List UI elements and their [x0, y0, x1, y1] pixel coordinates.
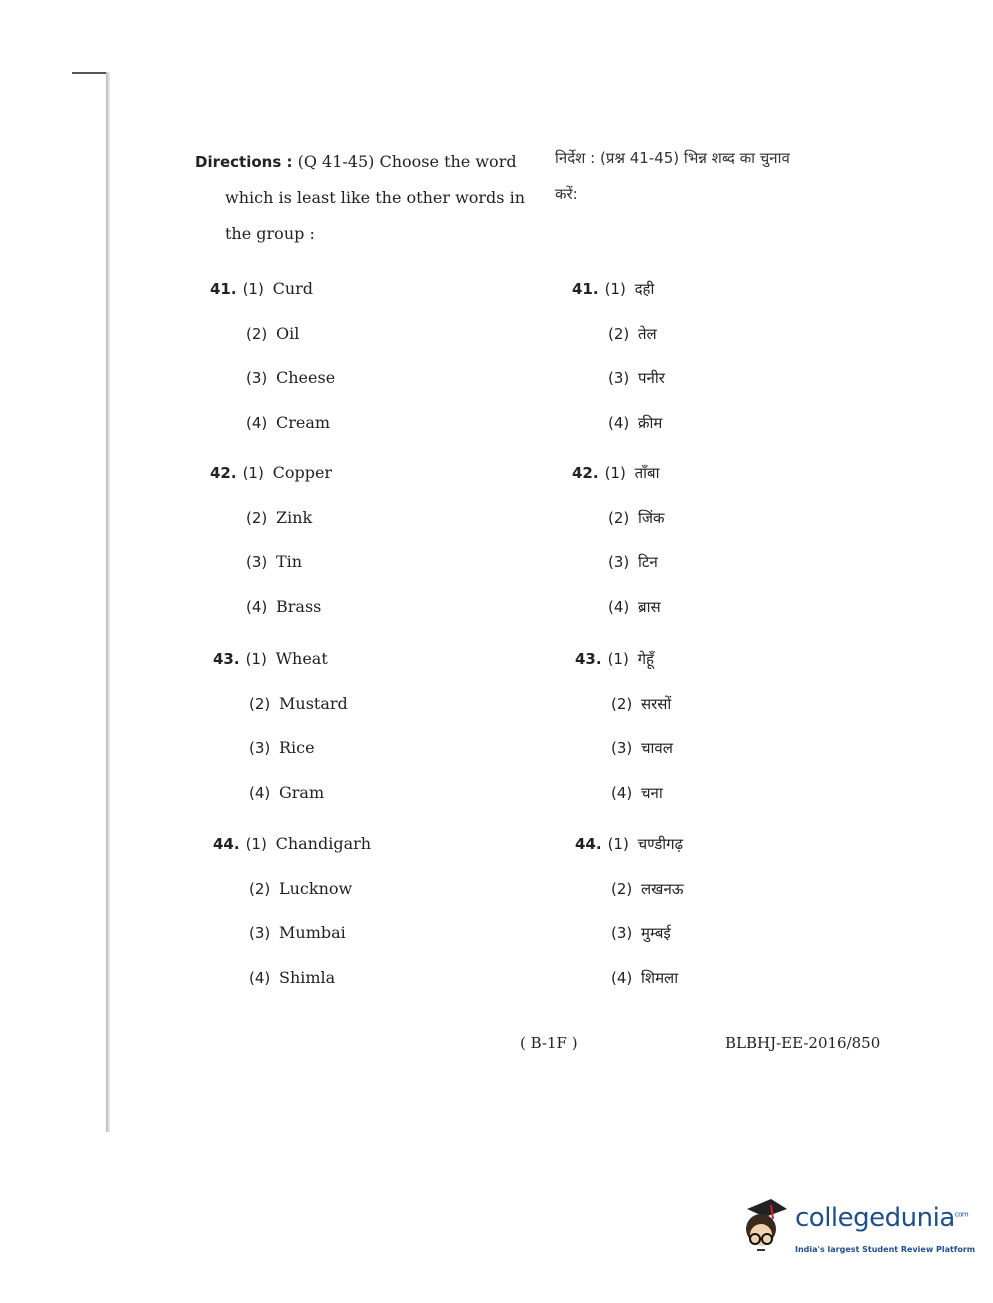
- question-number: 42.: [210, 464, 237, 482]
- option-number: (3): [249, 739, 271, 757]
- directions-hindi-line1: निर्देश : (प्रश्न 41-45) भिन्न शब्द का चुनाव: [555, 149, 790, 167]
- question-number: 43.: [213, 650, 240, 668]
- option-text: Mumbai: [279, 923, 346, 942]
- option-number: (4): [611, 968, 633, 987]
- option-text: पनीर: [638, 369, 665, 387]
- option-row: [213, 834, 371, 853]
- binding-edge: [106, 72, 110, 1132]
- option-row: [249, 694, 348, 713]
- option-text: ब्रास: [638, 597, 661, 616]
- option-number: (2): [246, 508, 268, 527]
- option-text: Chandigarh: [275, 834, 372, 853]
- option-number: (3): [611, 739, 633, 757]
- option-number: (3): [611, 924, 633, 942]
- option-row: [249, 879, 352, 898]
- option-row: [611, 968, 678, 988]
- option-number: (2): [611, 879, 633, 898]
- logo-domain: com: [954, 1210, 969, 1219]
- option-row: [608, 597, 661, 617]
- option-number: (4): [249, 783, 271, 802]
- option-row: [210, 463, 332, 482]
- option-text: ताँबा: [634, 464, 660, 482]
- option-text: Rice: [279, 738, 315, 757]
- question-number: 43.: [575, 650, 602, 668]
- collegedunia-logo: [735, 1195, 976, 1265]
- option-row: [210, 279, 313, 298]
- option-text: Wheat: [275, 649, 328, 668]
- option-row: [608, 552, 658, 572]
- option-row: [249, 783, 324, 802]
- directions-line3: the group :: [225, 224, 315, 243]
- option-text: जिंक: [638, 508, 665, 527]
- option-number: (2): [246, 324, 268, 343]
- option-number: (1): [242, 280, 264, 298]
- option-text: मुम्बई: [641, 924, 671, 942]
- option-text: चावल: [641, 739, 673, 757]
- option-number: (2): [611, 694, 633, 713]
- option-row: [611, 738, 673, 758]
- option-text: Tin: [276, 552, 303, 571]
- option-number: (2): [608, 508, 630, 527]
- option-text: सरसों: [641, 694, 672, 713]
- option-text: तेल: [638, 324, 657, 343]
- option-text: चना: [641, 783, 663, 802]
- option-row: [246, 324, 299, 343]
- option-number: (3): [249, 924, 271, 942]
- option-number: (4): [608, 597, 630, 616]
- option-row: [249, 923, 346, 942]
- option-row: [213, 649, 328, 668]
- option-text: गेहूँ: [637, 650, 654, 668]
- option-number: (4): [249, 968, 271, 987]
- option-text: Curd: [272, 279, 314, 298]
- option-row: [572, 279, 654, 299]
- option-row: [246, 413, 330, 432]
- option-row: [246, 368, 335, 387]
- option-number: (1): [245, 650, 267, 668]
- question-number: 41.: [210, 280, 237, 298]
- option-number: (2): [249, 694, 271, 713]
- option-number: (1): [604, 464, 626, 482]
- option-text: लखनऊ: [641, 879, 684, 898]
- option-number: (3): [246, 369, 268, 387]
- option-number: (4): [246, 597, 268, 616]
- option-text: Gram: [279, 782, 325, 802]
- option-text: चण्डीगढ़: [637, 835, 684, 853]
- option-row: [608, 324, 657, 344]
- option-number: (1): [607, 835, 629, 853]
- option-number: (4): [611, 783, 633, 802]
- option-row: [608, 413, 662, 433]
- option-row: [611, 923, 671, 943]
- question-number: 44.: [575, 835, 602, 853]
- page-code: ( B-1F ): [520, 1034, 578, 1052]
- option-number: (2): [608, 324, 630, 343]
- directions-line2: which is least like the other words in: [225, 188, 526, 207]
- option-text: Lucknow: [279, 878, 353, 898]
- option-row: [572, 463, 659, 483]
- option-number: (1): [245, 835, 267, 853]
- option-row: [611, 879, 684, 899]
- directions-hindi: [555, 140, 885, 212]
- option-number: (2): [249, 879, 271, 898]
- option-text: Shimla: [279, 967, 336, 987]
- option-text: क्रीम: [638, 413, 663, 432]
- binding-mark: [72, 72, 108, 74]
- option-text: Brass: [276, 596, 322, 616]
- option-text: Copper: [272, 463, 333, 482]
- option-row: [575, 649, 654, 669]
- directions-label: Directions :: [195, 153, 293, 171]
- option-number: (1): [607, 650, 629, 668]
- option-number: (4): [608, 413, 630, 432]
- directions-line1: (Q 41-45) Choose the word: [297, 152, 517, 171]
- option-row: [611, 694, 671, 714]
- directions-hindi-line2: करें:: [555, 185, 578, 203]
- option-text: Zink: [276, 507, 313, 527]
- option-text: टिन: [638, 553, 658, 571]
- directions-english: [195, 144, 530, 252]
- option-number: (1): [242, 464, 264, 482]
- option-row: [249, 738, 315, 757]
- option-row: [246, 597, 321, 616]
- option-number: (1): [604, 280, 626, 298]
- question-number: 44.: [213, 835, 240, 853]
- option-text: Mustard: [279, 693, 348, 713]
- option-text: Cheese: [276, 368, 336, 387]
- option-text: दही: [634, 280, 655, 298]
- mascot-icon: [735, 1195, 793, 1257]
- paper-reference: BLBHJ-EE-2016/850: [725, 1034, 881, 1052]
- option-number: (3): [608, 553, 630, 571]
- question-number: 41.: [572, 280, 599, 298]
- option-row: [608, 508, 665, 528]
- question-number: 42.: [572, 464, 599, 482]
- option-row: [249, 968, 335, 987]
- logo-wordmark: collegedunia$^{com}$: [795, 1203, 969, 1233]
- option-row: [608, 368, 665, 388]
- logo-tagline: India's largest Student Review Platform: [795, 1245, 976, 1254]
- option-text: Cream: [276, 412, 331, 432]
- option-row: [246, 552, 302, 571]
- option-row: [246, 508, 312, 527]
- option-text: Oil: [276, 323, 300, 343]
- option-number: (4): [246, 413, 268, 432]
- option-row: [575, 834, 683, 854]
- option-number: (3): [608, 369, 630, 387]
- option-number: (3): [246, 553, 268, 571]
- option-row: [611, 783, 663, 803]
- option-text: शिमला: [641, 968, 679, 987]
